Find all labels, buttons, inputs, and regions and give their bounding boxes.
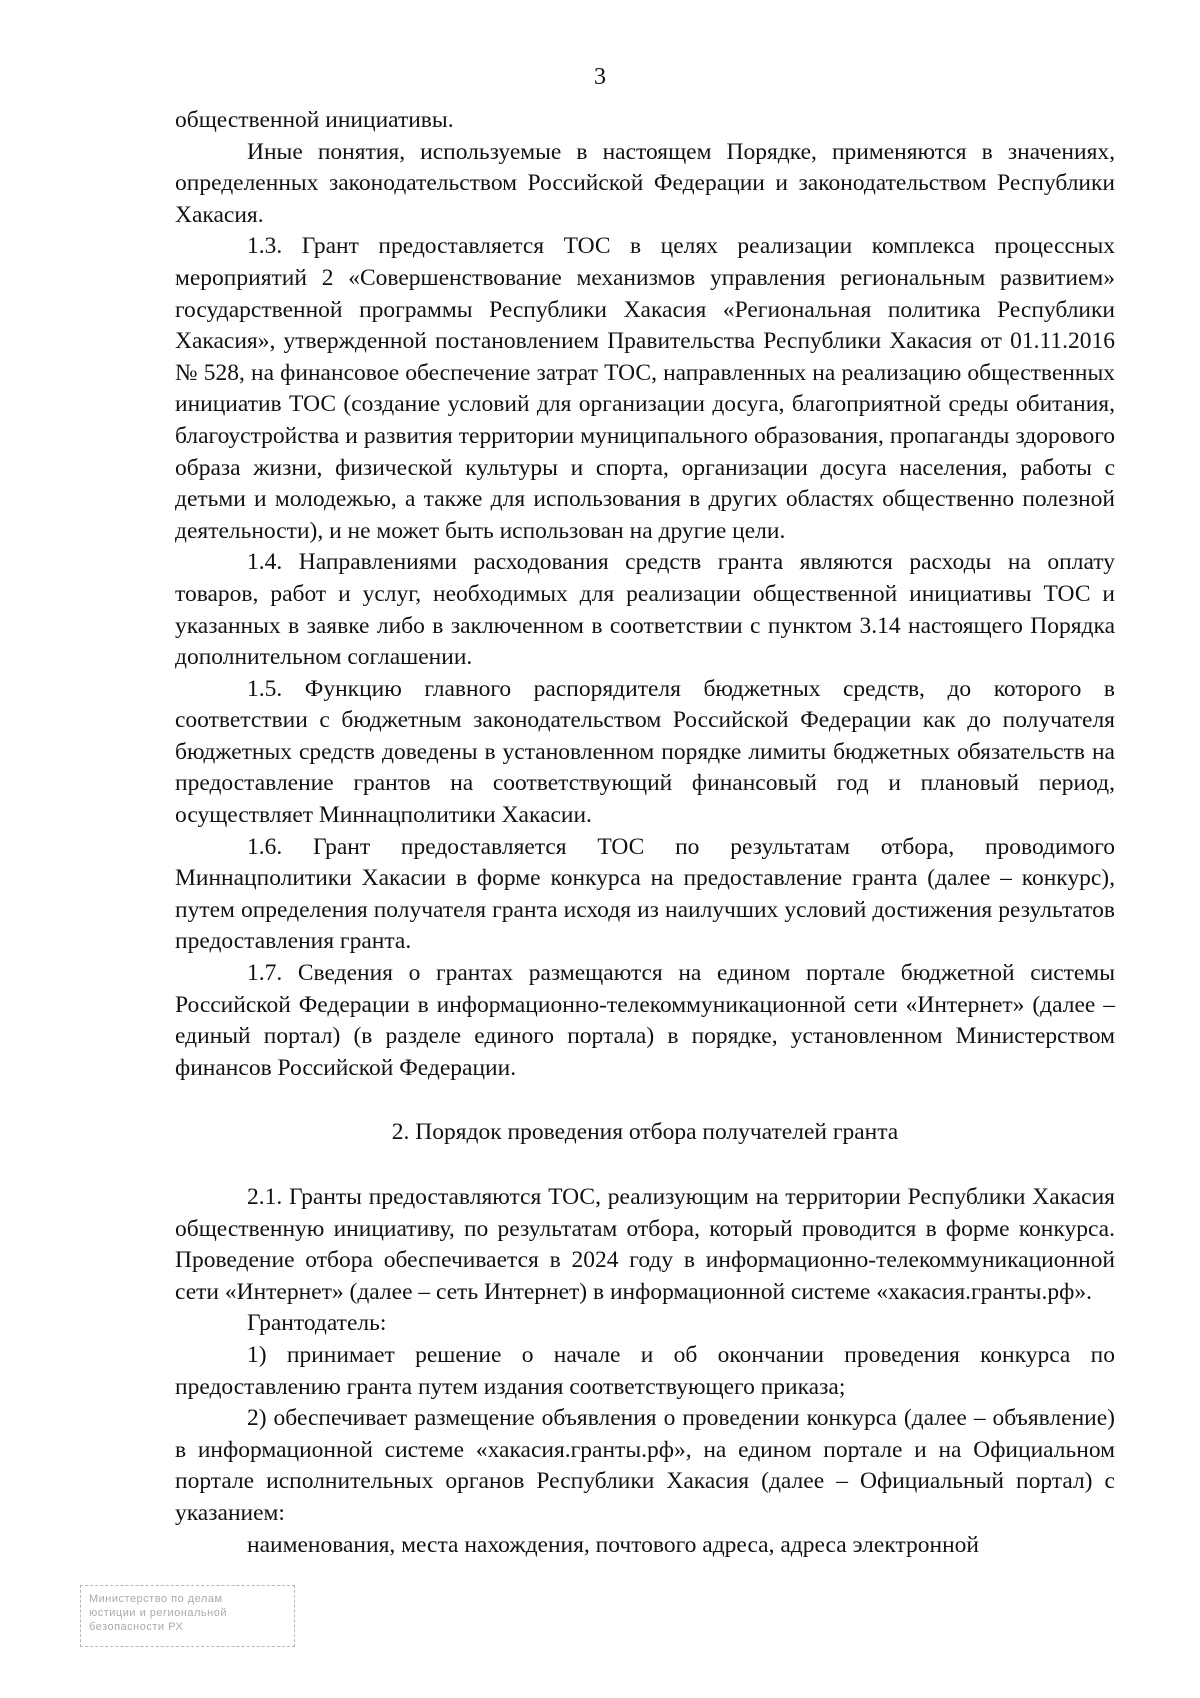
paragraph-1-3: 1.3. Грант предоставляется ТОС в целях реализации комплекса процессных мероприятий 2 «Совершенствование механизмов управления региональным развитием» государственной программы Республики Хакасия «Региональная политика Республики Хакасия», утвержденной постановлением Правительства Республики Хакасия от 01.11.2016 № 528, на финансовое обеспечение затрат ТОС, направленных на реализацию общественных инициатив ТОС (создание условий для организации досуга, благоприятной среды обитания, благоустройства и развития территории муниципального образования, пропаганды здорового образа жизни, физической культуры и спорта, организации досуга населения, работы с детьми и молодежью, а также для использования в других областях общественно полезной деятельности), и не может быть использован на другие цели. [175, 233, 1115, 544]
paragraph-1-4: 1.4. Направлениями расходования средств гранта являются расходы на оплату товаров, работ и услуг, необходимых для реализации общественной инициативы ТОС и указанных в заявке либо в заключенном в соответствии с пунктом 3.14 настоящего Порядка дополнительном соглашении. [175, 549, 1115, 671]
page-number: 3 [594, 64, 606, 90]
list-item-2: 2) обеспечивает размещение объявления о проведении конкурса (далее – объявление) в информационной системе «хакасия.гранты.рф», на едином портале и на Официальном портале исполнительных органов Республики Хакасия (далее – Официальный портал) с указанием: [175, 1405, 1115, 1526]
paragraph-1-5: 1.5. Функцию главного распорядителя бюджетных средств, до которого в соответствии с бюджетным законодательством Российской Федерации как до получателя бюджетных средств доведены в установленном порядке лимиты бюджетных обязательств на предоставление грантов на соответствующий финансовый год и плановый период, осуществляет Миннацполитики Хакасии. [175, 675, 1115, 829]
paragraph-continued: наименования, места нахождения, почтового адреса, адреса электронной [247, 1531, 979, 1558]
registration-stamp [80, 1585, 295, 1647]
list-item-1: 1) принимает решение о начале и об окончании проведения конкурса по предоставлению гранта путем издания соответствующего приказа; [175, 1341, 1115, 1400]
paragraph: Иные понятия, используемые в настоящем Порядке, применяются в значениях, определенных законодательством Российской Федерации и законодательством Республики Хакасия. [175, 138, 1115, 228]
stamp-line: Министерство по делам [89, 1593, 223, 1605]
paragraph: общественной инициативы. [175, 107, 454, 133]
paragraph-2-1: 2.1. Гранты предоставляются ТОС, реализующим на территории Республики Хакасия общественную инициативу, по результатам отбора, который проводится в форме конкурса. Проведение отбора обеспечивается в 2024 году в информационно-телекоммуникационной сети «Интернет» (далее – сеть Интернет) в информационной системе «хакасия.гранты.рф». [175, 1184, 1115, 1305]
paragraph-grantor: Грантодатель: [247, 1310, 387, 1337]
paragraph-1-7: 1.7. Сведения о грантах размещаются на едином портале бюджетной системы Российской Федерации в информационно-телекоммуникационной сети «Интернет» (далее – единый портал) (в разделе единого портала) в порядке, установленном Министерством финансов Российской Федерации. [175, 960, 1115, 1081]
document-body [175, 105, 1115, 1561]
section-heading: 2. Порядок проведения отбора получателей гранта [391, 1119, 899, 1146]
stamp-line: юстиции и региональной [89, 1607, 227, 1619]
stamp-line: безопасности РХ [89, 1621, 184, 1633]
paragraph-1-6: 1.6. Грант предоставляется ТОС по результатам отбора, проводимого Миннацполитики Хакасии в форме конкурса на предоставление гранта (далее – конкурс), путем определения получателя гранта исходя из наилучших условий достижения результатов предоставления гранта. [175, 833, 1115, 955]
